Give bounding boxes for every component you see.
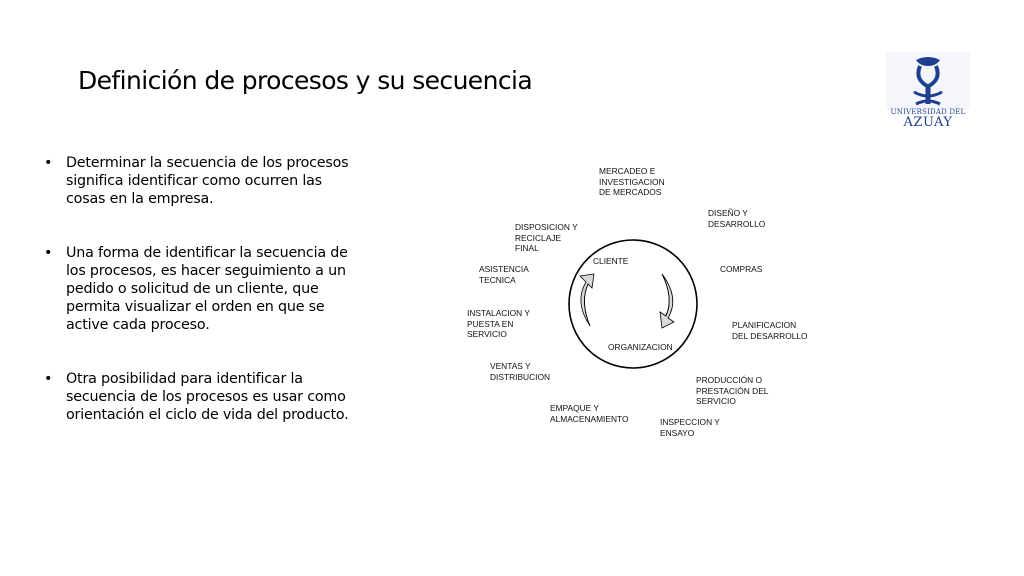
bullet-dot: •	[44, 245, 53, 261]
process-diseno: DISEÑO Y DESARROLLO	[708, 208, 766, 229]
process-inspeccion: INSPECCION Y ENSAYO	[660, 417, 720, 438]
process-mercadeo: MERCADEO E INVESTIGACION DE MERCADOS	[599, 166, 665, 197]
bullet-item	[44, 370, 364, 424]
center-label-organizacion: ORGANIZACION	[608, 342, 673, 352]
logo-text-line2: AZUAY	[903, 115, 953, 130]
process-ventas: VENTAS Y DISTRIBUCION	[490, 361, 551, 382]
process-compras: COMPRAS	[720, 264, 763, 274]
university-logo	[886, 52, 970, 136]
bullet-dot: •	[44, 155, 53, 171]
process-produccion: PRODUCCIÓN O PRESTACIÓN DEL SERVICIO	[696, 375, 769, 406]
bullet-text: Otra posibilidad para identificar la secuencia de los procesos es usar como orientación el ciclo de vida del producto.	[66, 371, 349, 423]
bullet-item	[44, 244, 364, 334]
process-cycle-diagram	[440, 150, 840, 450]
process-planificacion: PLANIFICACION DEL DESARROLLO	[732, 320, 808, 341]
process-disposicion: DISPOSICION Y RECICLAJE FINAL	[515, 222, 578, 253]
right-cycle-arrow-icon	[660, 274, 674, 328]
bullet-item	[44, 154, 364, 208]
bullet-text: Una forma de identificar la secuencia de los procesos, es hacer seguimiento a un pedido o solicitud de un cliente, que permita visualizar el orden en que se active cada proceso.	[66, 245, 348, 333]
logo-emblem-icon	[886, 52, 970, 110]
process-empaque: EMPAQUE Y ALMACENAMIENTO	[550, 403, 629, 424]
center-label-cliente: CLIENTE	[593, 256, 629, 266]
bullet-dot: •	[44, 371, 53, 387]
bullet-text: Determinar la secuencia de los procesos significa identificar como ocurren las cosas en la empresa.	[66, 155, 349, 207]
slide-title: Definición de procesos y su secuencia	[78, 66, 533, 95]
process-instalacion: INSTALACION Y PUESTA EN SERVICIO	[467, 308, 530, 339]
bullet-list	[44, 154, 364, 460]
process-asistencia: ASISTENCIA TECNICA	[479, 264, 529, 285]
left-cycle-arrow-icon	[580, 274, 594, 326]
logo-text-line1: UNIVERSIDAD DEL	[890, 108, 966, 116]
